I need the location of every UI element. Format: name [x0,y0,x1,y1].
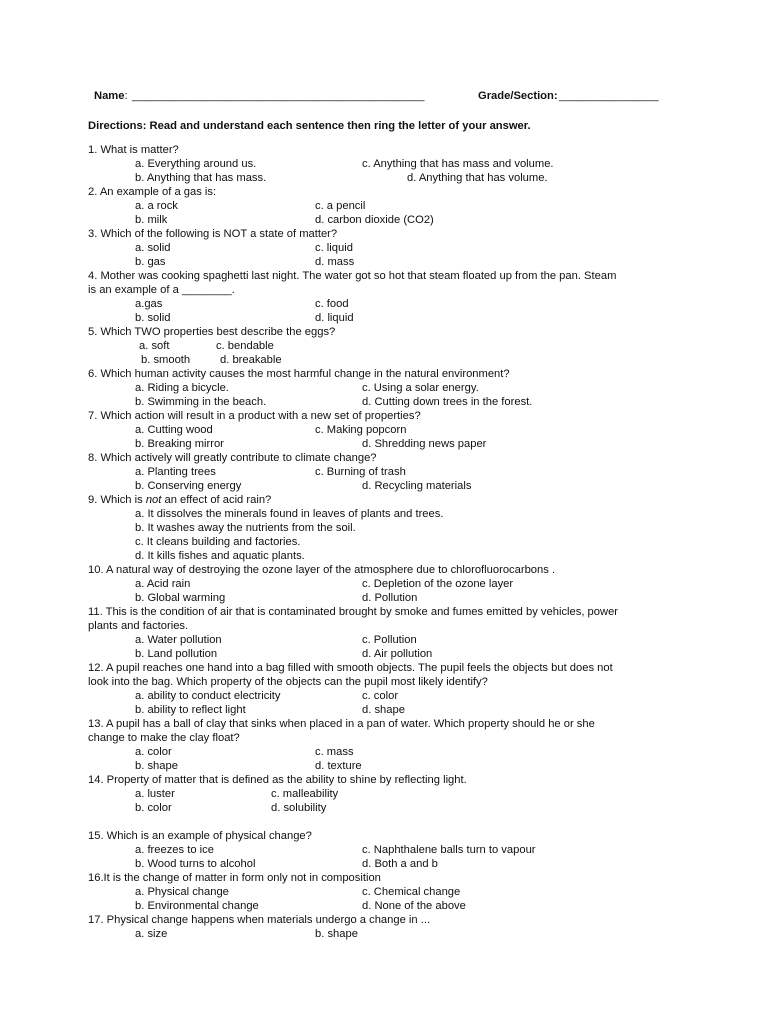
question-15: 15. Which is an example of physical change? [88,830,312,842]
question-7: 7. Which action will result in a product with a new set of properties? [88,410,421,422]
q10-option-c[interactable]: c. Depletion of the ozone layer [362,578,514,590]
q10-option-a[interactable]: a. Acid rain [135,578,191,590]
q12-option-b[interactable]: b. ability to reflect light [135,704,246,716]
q9-stem-emphasis: not [145,494,162,506]
q4-option-c[interactable]: c. food [315,298,349,310]
q4-option-d[interactable]: d. liquid [315,312,354,324]
q13-option-b[interactable]: b. shape [135,760,178,772]
question-4-line-2: is an example of a ________. [88,284,235,296]
q11-option-d[interactable]: d. Air pollution [362,648,433,660]
q9-stem-pre: 9. Which is [88,494,146,506]
q1-option-d[interactable]: d. Anything that has volume. [407,172,548,184]
question-10: 10. A natural way of destroying the ozone layer of the atmosphere due to chlorofluorocarbons . [88,564,556,576]
question-11-line-1: 11. This is the condition of air that is contaminated brought by smoke and fumes emitted by vehicles, power [88,606,619,618]
q14-option-b[interactable]: b. color [135,802,172,814]
name-row [94,89,128,103]
q8-option-c[interactable]: c. Burning of trash [315,466,406,478]
q2-option-d[interactable]: d. carbon dioxide (CO2) [315,214,434,226]
q9-option-b[interactable]: b. It washes away the nutrients from the soil. [135,522,356,534]
q3-option-a[interactable]: a. solid [135,242,171,254]
q13-option-d[interactable]: d. texture [315,760,362,772]
q12-option-d[interactable]: d. shape [362,704,405,716]
q2-option-b[interactable]: b. milk [135,214,168,226]
question-4-line-1: 4. Mother was cooking spaghetti last night. The water got so hot that steam floated up from the pan. Steam [88,270,617,282]
q4-option-b[interactable]: b. solid [135,312,171,324]
q14-option-d[interactable]: d. solubility [271,802,327,814]
question-13-line-2: change to make the clay float? [88,732,240,744]
q4-option-a[interactable]: a.gas [135,298,163,310]
q5-option-a[interactable]: a. soft [139,340,170,352]
q13-option-c[interactable]: c. mass [315,746,354,758]
q1-option-b[interactable]: b. Anything that has mass. [135,172,267,184]
q7-option-c[interactable]: c. Making popcorn [315,424,407,436]
q17-option-a[interactable]: a. size [135,928,168,940]
name-colon: : [124,90,128,102]
q13-option-a[interactable]: a. color [135,746,172,758]
q7-option-a[interactable]: a. Cutting wood [135,424,213,436]
q15-option-d[interactable]: d. Both a and b [362,858,438,870]
q11-option-c[interactable]: c. Pollution [362,634,417,646]
q8-option-b[interactable]: b. Conserving energy [135,480,242,492]
q5-option-c[interactable]: c. bendable [216,340,274,352]
q8-option-a[interactable]: a. Planting trees [135,466,216,478]
q2-option-a[interactable]: a. a rock [135,200,178,212]
q15-option-a[interactable]: a. freezes to ice [135,844,214,856]
q3-option-b[interactable]: b. gas [135,256,166,268]
grade-colon: : [553,90,558,102]
q5-option-b[interactable]: b. smooth [141,354,191,366]
q12-option-a[interactable]: a. ability to conduct electricity [135,690,281,702]
question-12-line-1: 12. A pupil reaches one hand into a bag filled with smooth objects. The pupil feels the objects but does not [88,662,613,674]
q6-option-a[interactable]: a. Riding a bicycle. [135,382,229,394]
q6-option-b[interactable]: b. Swimming in the beach. [135,396,267,408]
question-3: 3. Which of the following is NOT a state of matter? [88,228,338,240]
q9-option-c[interactable]: c. It cleans building and factories. [135,536,301,548]
q2-option-c[interactable]: c. a pencil [315,200,366,212]
question-16: 16.It is the change of matter in form only not in composition [88,872,381,884]
q16-option-d[interactable]: d. None of the above [362,900,466,912]
name-field[interactable]: _______________________________________________ [132,90,425,102]
question-5: 5. Which TWO properties best describe the eggs? [88,326,336,338]
question-6: 6. Which human activity causes the most harmful change in the natural environment? [88,368,510,380]
q16-option-a[interactable]: a. Physical change [135,886,229,898]
q6-option-d[interactable]: d. Cutting down trees in the forest. [362,396,533,408]
q7-option-b[interactable]: b. Breaking mirror [135,438,224,450]
q16-option-b[interactable]: b. Environmental change [135,900,259,912]
q11-option-a[interactable]: a. Water pollution [135,634,222,646]
q7-option-d[interactable]: d. Shredding news paper [362,438,487,450]
q9-option-d[interactable]: d. It kills fishes and aquatic plants. [135,550,305,562]
q3-option-d[interactable]: d. mass [315,256,355,268]
q14-option-c[interactable]: c. malleability [271,788,339,800]
q8-option-d[interactable]: d. Recycling materials [362,480,472,492]
q11-option-b[interactable]: b. Land pollution [135,648,218,660]
q15-option-b[interactable]: b. Wood turns to alcohol [135,858,256,870]
q14-option-a[interactable]: a. luster [135,788,175,800]
q1-option-c[interactable]: c. Anything that has mass and volume. [362,158,554,170]
question-1: 1. What is matter? [88,144,179,156]
question-13-line-1: 13. A pupil has a ball of clay that sinks when placed in a pan of water. Which property should he or she [88,718,595,730]
q17-option-b[interactable]: b. shape [315,928,358,940]
q9-stem-post: an effect of acid rain? [161,494,272,506]
grade-row [478,89,558,103]
question-9 [88,493,271,507]
q15-option-c[interactable]: c. Naphthalene balls turn to vapour [362,844,536,856]
q10-option-b[interactable]: b. Global warming [135,592,226,604]
question-11-line-2: plants and factories. [88,620,189,632]
grade-field[interactable]: ________________ [559,90,659,102]
q9-option-a[interactable]: a. It dissolves the minerals found in leaves of plants and trees. [135,508,444,520]
q10-option-d[interactable]: d. Pollution [362,592,418,604]
q12-option-c[interactable]: c. color [362,690,399,702]
name-label: Name [94,90,125,102]
question-8: 8. Which actively will greatly contribute to climate change? [88,452,377,464]
directions: Directions: Read and understand each sentence then ring the letter of your answer. [88,120,531,132]
grade-label: Grade/Section [478,90,554,102]
question-14: 14. Property of matter that is defined as the ability to shine by reflecting light. [88,774,467,786]
question-17: 17. Physical change happens when materials undergo a change in ... [88,914,431,926]
q5-option-d[interactable]: d. breakable [220,354,282,366]
question-12-line-2: look into the bag. Which property of the objects can the pupil most likely identify? [88,676,488,688]
q1-option-a[interactable]: a. Everything around us. [135,158,257,170]
q6-option-c[interactable]: c. Using a solar energy. [362,382,479,394]
question-2: 2. An example of a gas is: [88,186,217,198]
q16-option-c[interactable]: c. Chemical change [362,886,461,898]
q3-option-c[interactable]: c. liquid [315,242,353,254]
